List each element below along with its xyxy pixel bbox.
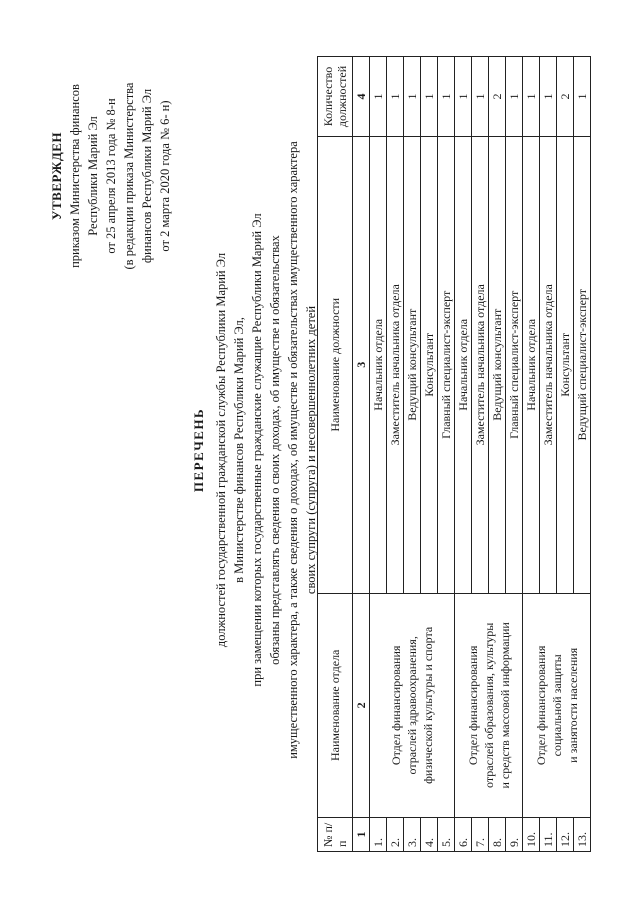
subtitle-line: своих супруги (супруга) и несовершеннолетних детей (304, 305, 318, 595)
row-number: 7. (472, 818, 489, 852)
department-name-line: Отдел финансирования (389, 645, 403, 766)
position-cell: Заместитель начальника отдела (540, 136, 557, 593)
count-cell: 1 (370, 57, 387, 137)
count-cell: 1 (404, 57, 421, 137)
column-number-row (353, 57, 370, 852)
approval-line: Республики Марий Эл (86, 116, 100, 236)
approval-line: от 2 марта 2020 года № 6- н) (158, 100, 172, 252)
column-number: 2 (353, 593, 370, 817)
header-department: Наименование отдела (318, 593, 353, 817)
row-number: 9. (506, 818, 523, 852)
row-number: 3. (404, 818, 421, 852)
department-name-line: Отдел финансирования (465, 645, 480, 766)
department-cell (370, 593, 455, 817)
row-number: 11. (540, 818, 557, 852)
header-position: Наименование должности (318, 136, 353, 593)
department-name-line: социальной защиты (549, 654, 564, 757)
position-cell: Начальник отдела (455, 136, 472, 593)
approval-line: приказом Министерства финансов (68, 84, 82, 268)
count-cell: 1 (540, 57, 557, 137)
count-cell: 1 (472, 57, 489, 137)
row-number: 1. (370, 818, 387, 852)
position-cell: Заместитель начальника отдела (387, 136, 404, 593)
row-number: 6. (455, 818, 472, 852)
position-cell: Ведущий консультант (404, 136, 421, 593)
table-row (370, 57, 387, 852)
subtitle-line: должностей государственной гражданской службы Республики Марий Эл (214, 252, 228, 648)
row-number: 8. (489, 818, 506, 852)
row-number: 5. (438, 818, 455, 852)
approval-heading: УТВЕРЖДЕН (49, 131, 64, 221)
count-cell: 1 (387, 57, 404, 137)
approval-stamp (48, 26, 174, 326)
department-name-line: отраслей образования, культуры (481, 622, 496, 788)
positions-table (317, 56, 591, 852)
document-page (14, 14, 626, 886)
position-cell: Главный специалист-эксперт (438, 136, 455, 593)
document-title: ПЕРЕЧЕНЬ (191, 407, 206, 493)
column-number: 4 (353, 57, 370, 137)
approval-line: финансов Республики Марий Эл (140, 88, 154, 264)
table-row (455, 57, 472, 852)
count-cell: 1 (523, 57, 540, 137)
row-number: 10. (523, 818, 540, 852)
department-cell (523, 593, 591, 817)
column-number: 1 (353, 818, 370, 852)
position-cell: Главный специалист-эксперт (506, 136, 523, 593)
count-cell: 1 (574, 57, 591, 137)
position-cell: Консультант (557, 136, 574, 593)
column-number: 3 (353, 136, 370, 593)
approval-line: от 25 апреля 2013 года № 8-н (104, 98, 118, 254)
position-cell: Начальник отдела (370, 136, 387, 593)
position-cell: Заместитель начальника отдела (472, 136, 489, 593)
department-name-line: физической культуры и спорта (421, 626, 435, 784)
department-name-line: отраслей здравоохранения, (405, 636, 419, 775)
table-row (523, 57, 540, 852)
document-title-block (190, 34, 320, 866)
position-cell: Консультант (421, 136, 438, 593)
count-cell: 1 (438, 57, 455, 137)
table-header-row (318, 57, 353, 852)
header-count: Количество должностей (318, 57, 353, 137)
count-cell: 1 (506, 57, 523, 137)
department-cell (455, 593, 523, 817)
approval-line: (в редакции приказа Министерства (122, 82, 136, 270)
count-cell: 1 (421, 57, 438, 137)
position-cell: Начальник отдела (523, 136, 540, 593)
department-name-line: и средств массовой информации (497, 622, 512, 789)
row-number: 2. (387, 818, 404, 852)
row-number: 4. (421, 818, 438, 852)
subtitle-line: при замещении которых государственные гражданские служащие Республики Марий Эл (250, 213, 264, 687)
department-name-line: и занятости населения (565, 647, 580, 763)
header-number: № п/п (318, 818, 353, 852)
position-cell: Ведущий специалист-эксперт (574, 136, 591, 593)
count-cell: 2 (557, 57, 574, 137)
position-cell: Ведущий консультант (489, 136, 506, 593)
row-number: 12. (557, 818, 574, 852)
count-cell: 2 (489, 57, 506, 137)
subtitle-line: в Министерстве финансов Республики Марий Эл, (232, 317, 246, 583)
count-cell: 1 (455, 57, 472, 137)
subtitle-line: обязаны представлять сведения о своих доходах, об имуществе и обязательствах (268, 235, 282, 665)
row-number: 13. (574, 818, 591, 852)
department-name-line: Отдел финансирования (533, 645, 548, 766)
subtitle-line: имущественного характера, а также сведения о доходах, об имуществе и обязательствах имущественного характера (286, 141, 300, 759)
